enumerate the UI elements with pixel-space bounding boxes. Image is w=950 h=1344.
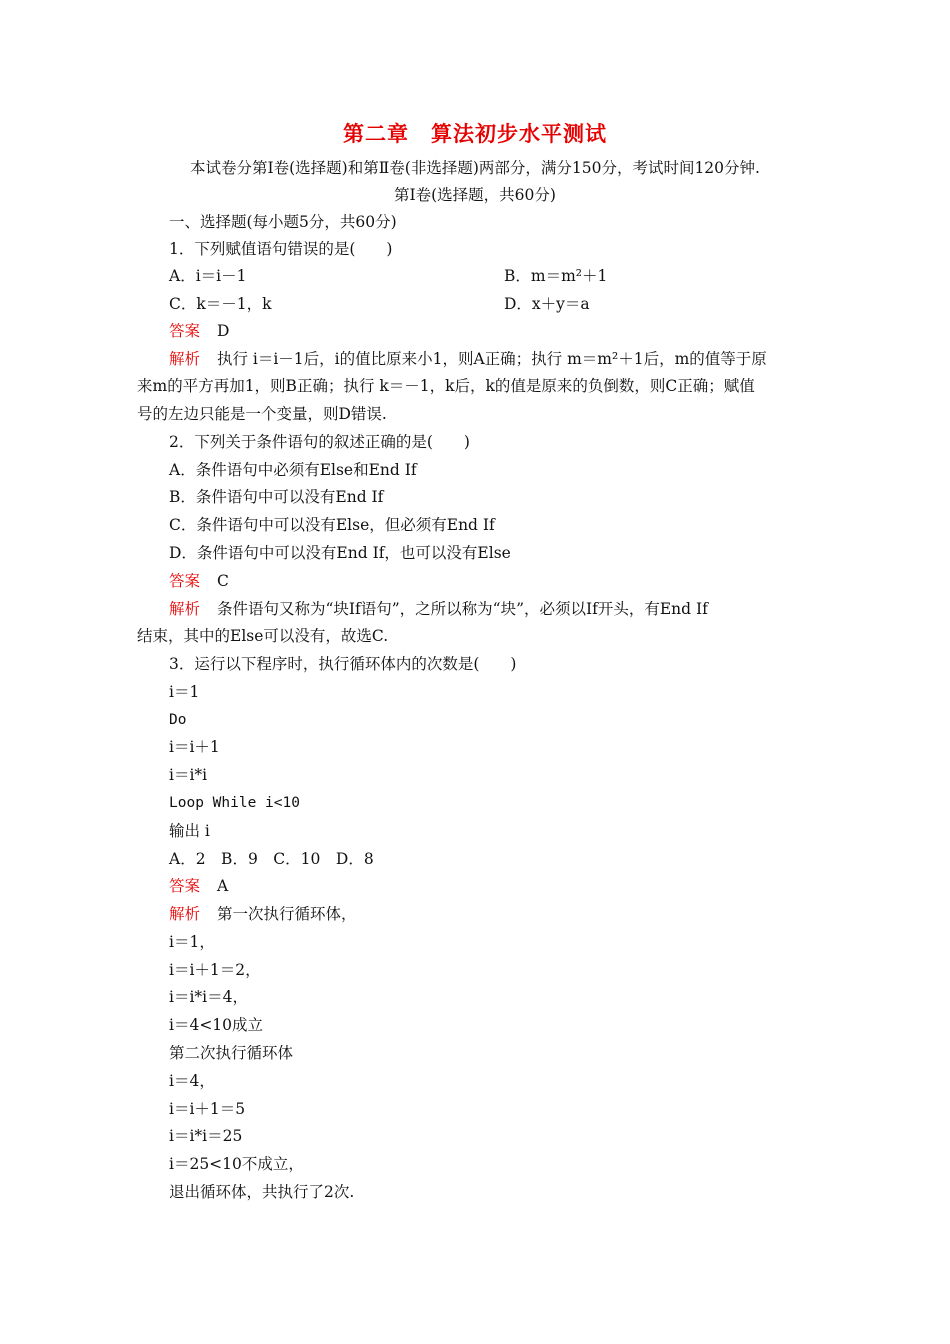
part1-heading: 第Ⅰ卷(选择题，共60分)	[394, 186, 556, 204]
q1-answer-value: D	[216, 322, 230, 340]
q2-option-c: C．条件语句中可以没有Else，但必须有End If	[169, 516, 495, 534]
code-line: i＝i＋1	[169, 738, 220, 756]
q2-answer-value: C	[216, 572, 229, 590]
answer-label: 答案	[169, 877, 201, 895]
q1-analysis-line-3: 号的左边只能是一个变量，则D错误.	[137, 405, 387, 423]
q1-analysis-text-1: 执行 i＝i－1后，i的值比原来小1，则A正确；执行 m＝m²＋1后，m的值等于原	[216, 350, 767, 368]
q2-option-b: B．条件语句中可以没有End If	[169, 488, 384, 506]
section-heading: 一、选择题(每小题5分，共60分)	[169, 213, 397, 231]
code-line: Loop While i<10	[169, 795, 300, 811]
q3-answer-value: A	[216, 877, 229, 895]
answer-label: 答案	[169, 572, 201, 590]
q1-analysis-line-1	[169, 349, 767, 369]
q3-step: i＝4<10成立	[169, 1016, 264, 1034]
q2-answer	[169, 571, 229, 591]
q3-stem: 3．运行以下程序时，执行循环体内的次数是( )	[169, 655, 517, 673]
q3-analysis-text-1: 第一次执行循环体，	[216, 905, 357, 923]
q3-options: A．2 B．9 C．10 D．8	[169, 850, 374, 868]
answer-label: 答案	[169, 322, 201, 340]
analysis-label: 解析	[169, 350, 201, 368]
q1-stem: 1．下列赋值语句错误的是( )	[169, 240, 393, 258]
q1-option-c: C．k＝－1，k	[169, 295, 272, 313]
q3-step: i＝i*i＝25	[169, 1127, 243, 1145]
code-line: i＝1	[169, 683, 200, 701]
q2-analysis-text-1: 条件语句又称为“块If语句”，之所以称为“块”，必须以If开头，有End If	[216, 600, 708, 618]
exam-intro: 本试卷分第Ⅰ卷(选择题)和第Ⅱ卷(非选择题)两部分，满分150分，考试时间120分钟.	[190, 159, 760, 177]
q3-step: 第二次执行循环体	[169, 1044, 294, 1062]
q2-analysis-line-1	[169, 599, 708, 619]
q2-option-a: A．条件语句中必须有Else和End If	[169, 461, 417, 479]
q3-step: i＝1，	[169, 933, 215, 951]
q3-answer	[169, 876, 228, 896]
q2-option-d: D．条件语句中可以没有End If，也可以没有Else	[169, 544, 511, 562]
q3-step: i＝4，	[169, 1072, 215, 1090]
q3-step: i＝i＋1＝2，	[169, 961, 261, 979]
q2-analysis-line-2: 结束，其中的Else可以没有，故选C.	[137, 627, 389, 645]
code-line: 输出 i	[169, 822, 210, 840]
page-title: 第二章 算法初步水平测试	[343, 121, 607, 146]
q3-step: i＝i*i＝4，	[169, 988, 248, 1006]
q1-analysis-line-2: 来m的平方再加1，则B正确；执行 k＝－1，k后，k的值是原来的负倒数，则C正确；赋值	[137, 377, 755, 395]
analysis-label: 解析	[169, 905, 201, 923]
q1-option-a: A．i＝i－1	[169, 267, 247, 285]
code-line: i＝i*i	[169, 766, 208, 784]
analysis-label: 解析	[169, 600, 201, 618]
q3-analysis-line-1	[169, 904, 356, 924]
q1-answer	[169, 321, 229, 341]
q3-step: i＝25<10不成立，	[169, 1155, 304, 1173]
q1-option-b: B．m＝m²＋1	[504, 267, 608, 285]
q3-step: 退出循环体，共执行了2次.	[169, 1183, 355, 1201]
q1-option-d: D．x＋y＝a	[504, 295, 590, 313]
q2-stem: 2．下列关于条件语句的叙述正确的是( )	[169, 433, 470, 451]
code-line: Do	[169, 712, 187, 728]
q3-step: i＝i＋1＝5	[169, 1100, 246, 1118]
